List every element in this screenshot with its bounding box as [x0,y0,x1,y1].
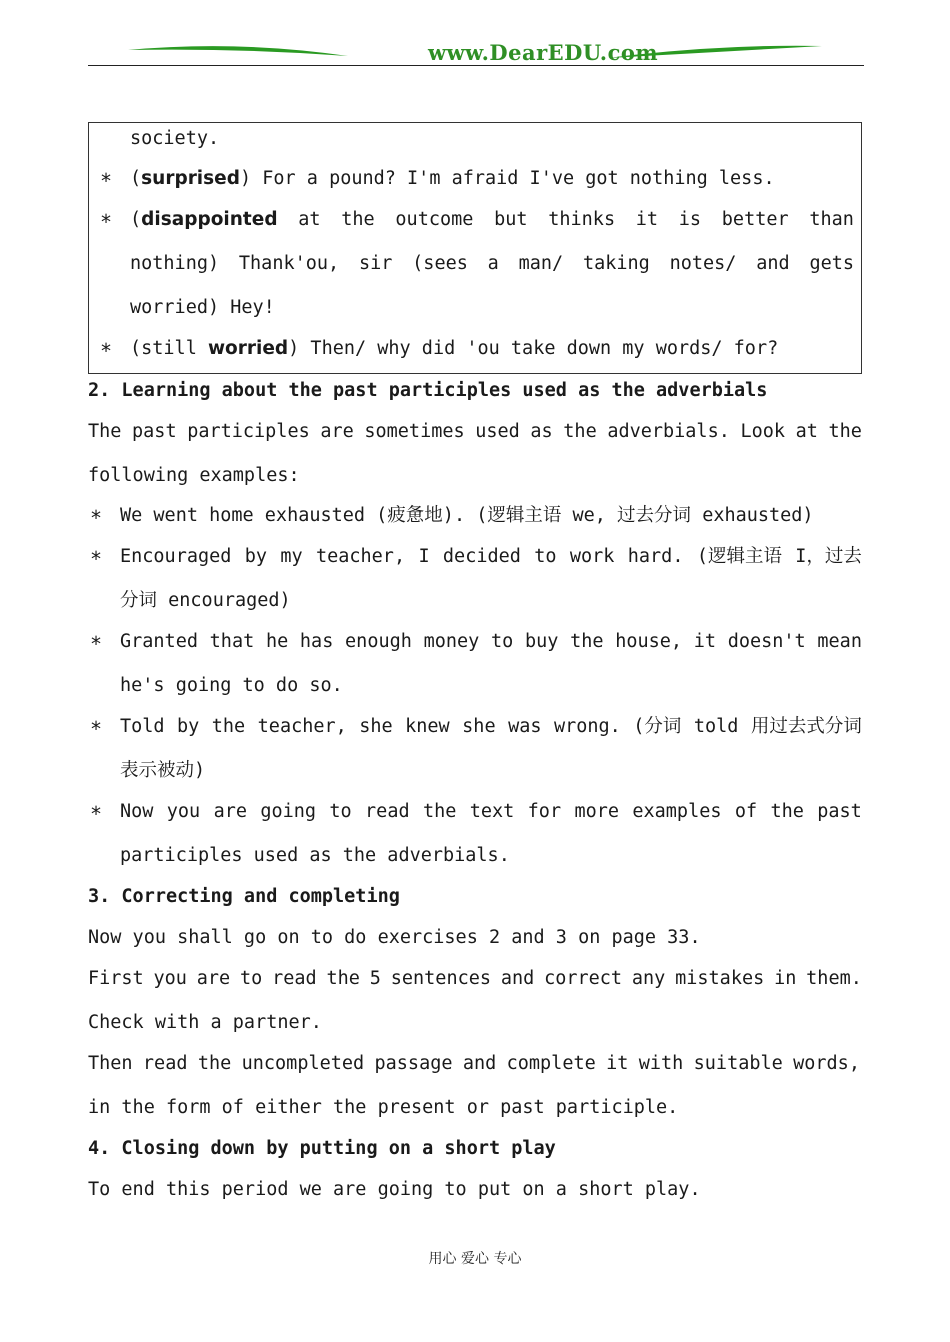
right-swoosh-graphic [608,42,828,62]
bullet-star: * [90,717,103,741]
header-rule [88,65,864,66]
left-swoosh-graphic [128,42,358,62]
box-line-6: (still worried) Then/ why did 'ou take down my words/ for? [130,338,779,359]
sec2-paragraph-line-1: The past participles are sometimes used as the adverbials. Look at the [88,421,862,442]
sec4-paragraph-1: To end this period we are going to put on a short play. [88,1179,701,1200]
example-3: Granted that he has enough money to buy the house, it doesn't mean [120,631,862,652]
example-2: Encouraged by my teacher, I decided to work hard. (逻辑主语 I，过去 [120,546,862,567]
word: (disappointed [130,209,278,230]
sec3-paragraph-5: in the form of either the present or past participle. [88,1097,679,1118]
sec3-paragraph-3: Check with a partner. [88,1012,322,1033]
site-brand: www.DearEDU.com [428,40,659,65]
bullet-star: * [100,339,113,363]
box-line-3: (disappointed at the outcome but thinks it is better than [130,209,854,230]
example-3-continued: he's going to do so. [120,675,343,696]
sec3-paragraph-1: Now you shall go on to do exercises 2 and 3 on page 33. [88,927,701,948]
box-line-5: worried) Hey! [130,297,275,318]
section-4-heading: 4. Closing down by putting on a short play [88,1138,556,1159]
box-line-2: (surprised) For a pound? I'm afraid I've got nothing less. [130,168,775,189]
section-3-heading: 3. Correcting and completing [88,886,400,907]
bullet-star: * [100,210,113,234]
bullet-star: * [100,169,113,193]
box-line-1: society. [130,128,220,149]
stage-direction: surprised [141,168,240,189]
bullet-star: * [90,547,103,571]
example-4: Told by the teacher, she knew she was wrong. (分词 told 用过去式分词 [120,716,862,737]
section-2-heading: 2. Learning about the past participles used as the adverbials [88,380,768,401]
example-5-continued: participles used as the adverbials. [120,845,510,866]
page-footer: 用心 爱心 专心 [428,1251,522,1267]
bullet-star: * [90,506,103,530]
example-1: We went home exhausted (疲惫地). (逻辑主语 we, 过去分词 exhausted) [120,505,814,526]
sec3-paragraph-4: Then read the uncompleted passage and complete it with suitable words, [88,1053,860,1074]
page-header [88,40,864,68]
sec2-paragraph-line-2: following examples: [88,465,300,486]
example-4-continued: 表示被动) [120,760,206,781]
bullet-star: * [90,632,103,656]
example-5: Now you are going to read the text for more examples of the past [120,801,862,822]
example-2-continued: 分词 encouraged) [120,590,291,611]
bullet-star: * [90,802,103,826]
sec3-paragraph-2: First you are to read the 5 sentences and correct any mistakes in them. [88,968,862,989]
box-line-4: nothing) Thank'ou, sir (sees a man/ taking notes/ and gets [130,253,854,274]
